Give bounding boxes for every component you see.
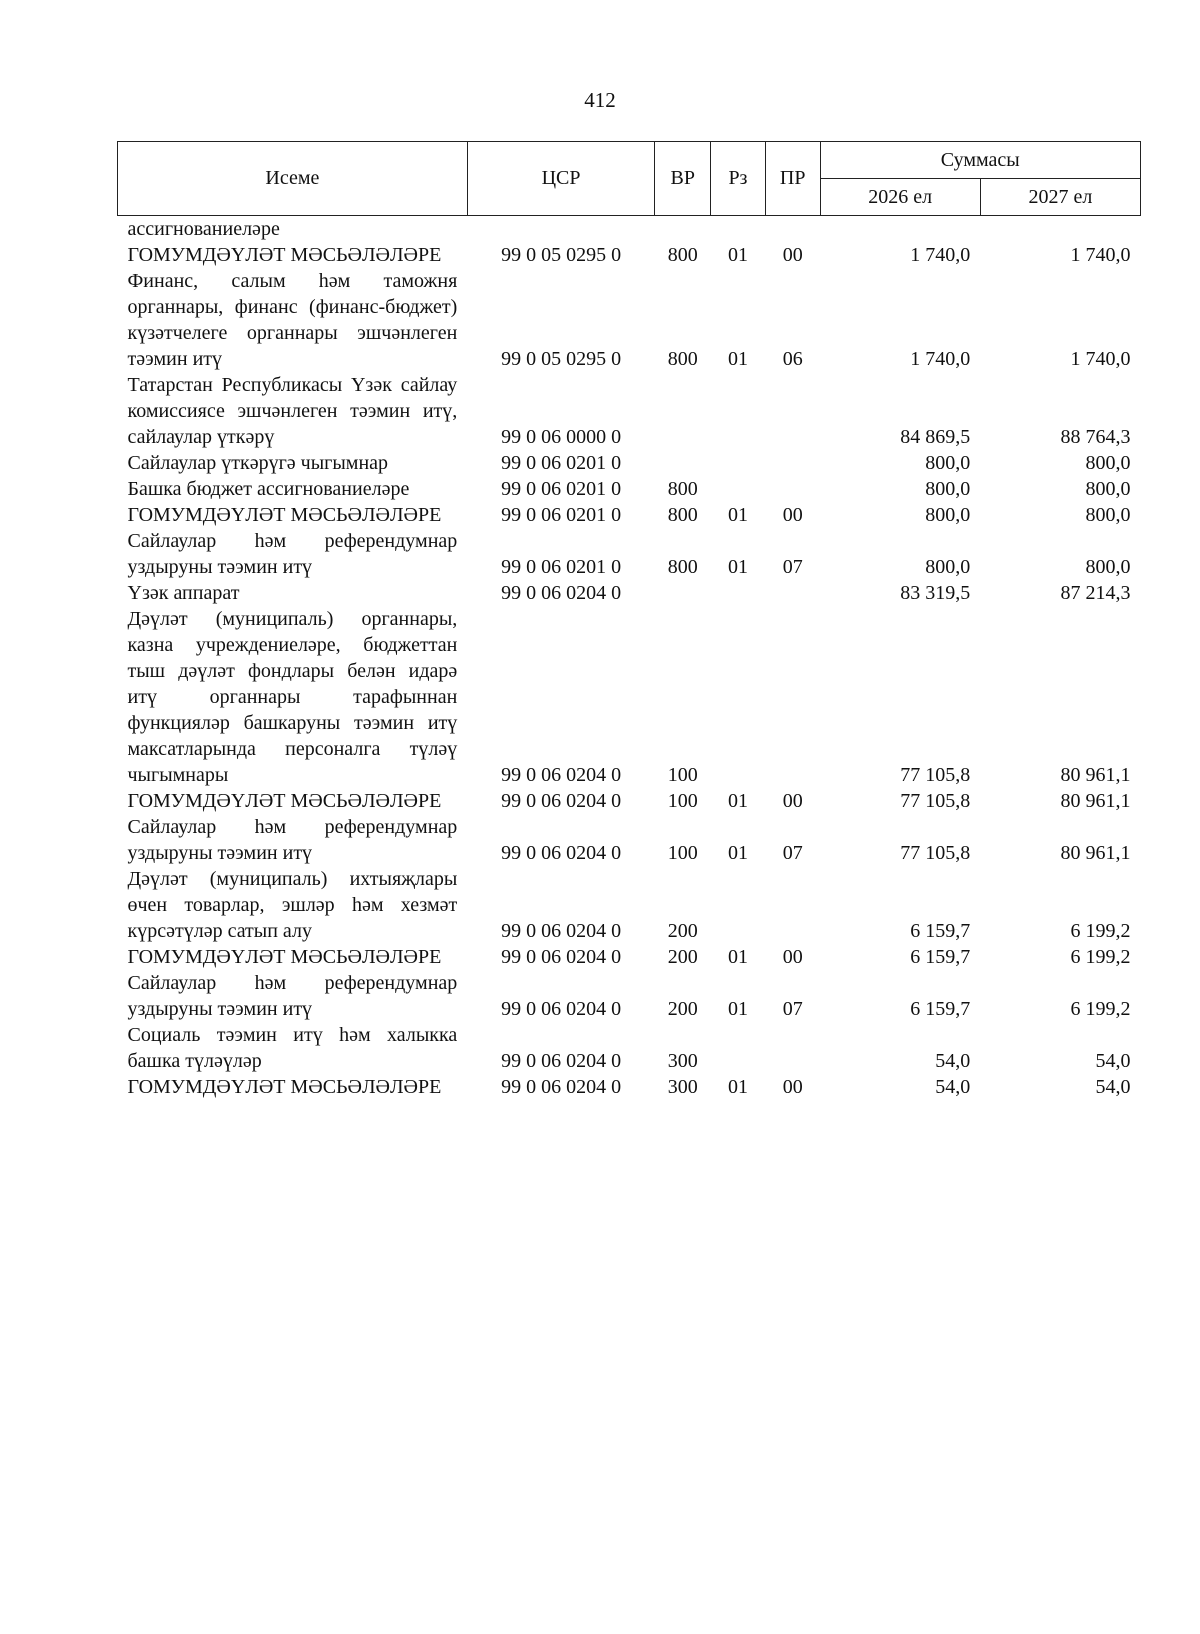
row-csr: 99 0 06 0201 0	[501, 504, 622, 526]
row-pr	[765, 450, 820, 476]
row-csr: 99 0 06 0201 0	[501, 452, 622, 474]
row-vr: 100	[667, 842, 698, 864]
row-name	[118, 242, 468, 268]
row-name	[118, 1074, 468, 1100]
row-pr	[765, 1022, 820, 1074]
row-amount-2027: 800,0	[1085, 452, 1131, 474]
row-pr	[765, 580, 820, 606]
row-amount-2026: 83 319,5	[900, 582, 971, 604]
row-name	[118, 814, 468, 866]
row-name-text: Дәүләт (муниципаль) ихтыяҗлары өчен товарлар, эшләр һәм хезмәт күрсәтүләр сатып алу	[127, 868, 458, 942]
table-row	[118, 866, 1141, 944]
row-amount-2027: 6 199,2	[1070, 998, 1131, 1020]
row-csr: 99 0 06 0204 0	[501, 998, 622, 1020]
row-amount-2026: 1 740,0	[910, 348, 971, 370]
row-name	[118, 970, 468, 1022]
header-sums: Суммасы	[820, 142, 1140, 179]
row-pr	[765, 866, 820, 944]
header-csr: ЦСР	[467, 142, 655, 216]
row-name	[118, 502, 468, 528]
row-name-text: Дәүләт (муниципаль) органнары, казна учреждениеләре, бюджеттан тыш дәүләт фондлары белән идарә итү органнары тарафыннан функцияләр башкаруны тәэмин итү максатларында персоналга түләү чыгымнары	[127, 608, 458, 786]
row-vr	[655, 372, 711, 450]
row-vr: 300	[667, 1050, 698, 1072]
row-vr: 100	[667, 764, 698, 786]
row-vr: 800	[667, 556, 698, 578]
row-amount-2027: 1 740,0	[1070, 348, 1131, 370]
table-row	[118, 944, 1141, 970]
row-name	[118, 580, 468, 606]
row-vr: 800	[667, 244, 698, 266]
row-rz: 01	[727, 556, 748, 578]
table-row	[118, 502, 1141, 528]
table-row	[118, 788, 1141, 814]
row-vr: 200	[667, 946, 698, 968]
row-rz	[711, 580, 766, 606]
row-amount-2027: 80 961,1	[1060, 790, 1131, 812]
row-amount-2026: 800,0	[925, 478, 971, 500]
row-amount-2026: 800,0	[925, 556, 971, 578]
row-pr: 07	[782, 998, 803, 1020]
row-csr: 99 0 06 0204 0	[501, 842, 622, 864]
table-row	[118, 372, 1141, 450]
table-row	[118, 268, 1141, 372]
row-amount-2027: 800,0	[1085, 556, 1131, 578]
row-name	[118, 450, 468, 476]
budget-table	[117, 141, 1141, 1100]
row-pr	[765, 372, 820, 450]
row-name-text: Финанс, салым һәм таможня органнары, финанс (финанс-бюджет) күзәтчелеге органнары эшчәнлеген тәэмин итү	[127, 270, 458, 370]
row-csr: 99 0 06 0201 0	[501, 556, 622, 578]
row-amount-2026: 6 159,7	[910, 946, 971, 968]
page-number: 412	[584, 88, 616, 112]
row-name-text: Сайлаулар үткәрүгә чыгымнар	[127, 452, 389, 474]
row-amount-2026: 1 740,0	[910, 244, 971, 266]
row-amount-2026: 77 105,8	[900, 790, 971, 812]
header-year-2026: 2026 ел	[820, 179, 980, 216]
table-row	[118, 814, 1141, 866]
row-rz	[711, 606, 766, 788]
row-pr: 07	[782, 842, 803, 864]
row-vr: 800	[667, 348, 698, 370]
row-pr: 00	[782, 504, 803, 526]
row-amount-2027: 80 961,1	[1060, 842, 1131, 864]
header-year-2027: 2027 ел	[980, 179, 1140, 216]
row-pr: 00	[782, 244, 803, 266]
row-amount-2026: 54,0	[935, 1050, 971, 1072]
row-rz: 01	[727, 1076, 748, 1098]
row-pr: 00	[782, 946, 803, 968]
row-amount-2026: 800,0	[925, 504, 971, 526]
row-rz	[711, 450, 766, 476]
header-rz: Рз	[711, 142, 766, 216]
row-pr: 06	[782, 348, 803, 370]
row-name-text: Татарстан Республикасы Үзәк сайлау комиссиясе эшчәнлеген тәэмин итү, сайлаулар үткәрү	[127, 374, 458, 448]
table-row	[118, 1074, 1141, 1100]
table-row	[118, 580, 1141, 606]
row-name	[118, 788, 468, 814]
row-amount-2027: 88 764,3	[1060, 426, 1131, 448]
row-amount-2026: 77 105,8	[900, 764, 971, 786]
row-name	[118, 944, 468, 970]
row-pr: 07	[782, 556, 803, 578]
row-vr: 200	[667, 920, 698, 942]
table-row	[118, 450, 1141, 476]
row-name	[118, 372, 468, 450]
row-vr: 300	[667, 1076, 698, 1098]
row-name-text: ГОМУМДӘҮЛӘТ МӘСЬӘЛӘЛӘРЕ	[127, 790, 442, 812]
row-csr: 99 0 06 0204 0	[501, 1076, 622, 1098]
row-rz	[711, 1022, 766, 1074]
row-csr: 99 0 06 0204 0	[501, 1050, 622, 1072]
row-rz: 01	[727, 790, 748, 812]
row-csr: 99 0 06 0000 0	[501, 426, 622, 448]
row-amount-2026: 800,0	[925, 452, 971, 474]
header-name: Исеме	[118, 142, 468, 216]
row-name-text: Үзәк аппарат	[127, 582, 240, 604]
row-vr: 200	[667, 998, 698, 1020]
table-row	[118, 970, 1141, 1022]
row-amount-2027: 6 199,2	[1070, 946, 1131, 968]
row-amount-2027: 800,0	[1085, 478, 1131, 500]
row-name-text: Сайлаулар һәм референдумнар уздыруны тәэмин итү	[127, 972, 458, 1020]
row-name-text: ГОМУМДӘҮЛӘТ МӘСЬӘЛӘЛӘРЕ	[127, 946, 442, 968]
row-amount-2026: 77 105,8	[900, 842, 971, 864]
row-amount-2026: 6 159,7	[910, 998, 971, 1020]
row-name-text: Сайлаулар һәм референдумнар уздыруны тәэмин итү	[127, 816, 458, 864]
row-name: ассигнованиеләре	[127, 218, 280, 240]
row-csr: 99 0 06 0204 0	[501, 946, 622, 968]
row-csr: 99 0 06 0204 0	[501, 920, 622, 942]
row-name-text: ГОМУМДӘҮЛӘТ МӘСЬӘЛӘЛӘРЕ	[127, 1076, 442, 1098]
row-name	[118, 606, 468, 788]
row-rz	[711, 866, 766, 944]
row-vr: 800	[667, 478, 698, 500]
header-pr: ПР	[765, 142, 820, 216]
row-csr: 99 0 06 0204 0	[501, 582, 622, 604]
row-csr: 99 0 05 0295 0	[501, 244, 622, 266]
row-csr: 99 0 06 0201 0	[501, 478, 622, 500]
row-amount-2027: 1 740,0	[1070, 244, 1131, 266]
row-amount-2027: 80 961,1	[1060, 764, 1131, 786]
row-amount-2026: 54,0	[935, 1076, 971, 1098]
row-rz	[711, 476, 766, 502]
row-amount-2026: 84 869,5	[900, 426, 971, 448]
row-rz: 01	[727, 244, 748, 266]
row-name-text: ГОМУМДӘҮЛӘТ МӘСЬӘЛӘЛӘРЕ	[127, 504, 442, 526]
table-body	[118, 216, 1141, 1101]
table-row	[118, 606, 1141, 788]
row-name-text: ГОМУМДӘҮЛӘТ МӘСЬӘЛӘЛӘРЕ	[127, 244, 442, 266]
row-rz	[711, 372, 766, 450]
row-rz: 01	[727, 946, 748, 968]
row-pr	[765, 606, 820, 788]
row-name	[118, 268, 468, 372]
row-amount-2027: 87 214,3	[1060, 582, 1131, 604]
row-csr: 99 0 05 0295 0	[501, 348, 622, 370]
row-vr	[655, 450, 711, 476]
table-row	[118, 528, 1141, 580]
row-name	[118, 1022, 468, 1074]
row-amount-2027: 54,0	[1095, 1076, 1131, 1098]
row-amount-2027: 54,0	[1095, 1050, 1131, 1072]
header-vr: ВР	[655, 142, 711, 216]
row-pr: 00	[782, 790, 803, 812]
table-row	[118, 242, 1141, 268]
row-name	[118, 528, 468, 580]
row-name-text: Башка бюджет ассигнованиеләре	[127, 478, 410, 500]
row-vr: 100	[667, 790, 698, 812]
table-row	[118, 476, 1141, 502]
row-rz: 01	[727, 348, 748, 370]
row-amount-2027: 6 199,2	[1070, 920, 1131, 942]
row-rz: 01	[727, 504, 748, 526]
row-pr	[765, 476, 820, 502]
row-name-text: Сайлаулар һәм референдумнар уздыруны тәэмин итү	[127, 530, 458, 578]
row-amount-2027: 800,0	[1085, 504, 1131, 526]
row-name	[118, 476, 468, 502]
row-csr: 99 0 06 0204 0	[501, 764, 622, 786]
row-amount-2026: 6 159,7	[910, 920, 971, 942]
table-row	[118, 1022, 1141, 1074]
continuation-row	[118, 216, 1141, 243]
row-vr: 800	[667, 504, 698, 526]
row-rz: 01	[727, 842, 748, 864]
row-name-text: Социаль тәэмин итү һәм халыкка башка түләүләр	[127, 1024, 458, 1072]
row-vr	[655, 580, 711, 606]
row-rz: 01	[727, 998, 748, 1020]
row-csr: 99 0 06 0204 0	[501, 790, 622, 812]
row-name	[118, 866, 468, 944]
row-pr: 00	[782, 1076, 803, 1098]
